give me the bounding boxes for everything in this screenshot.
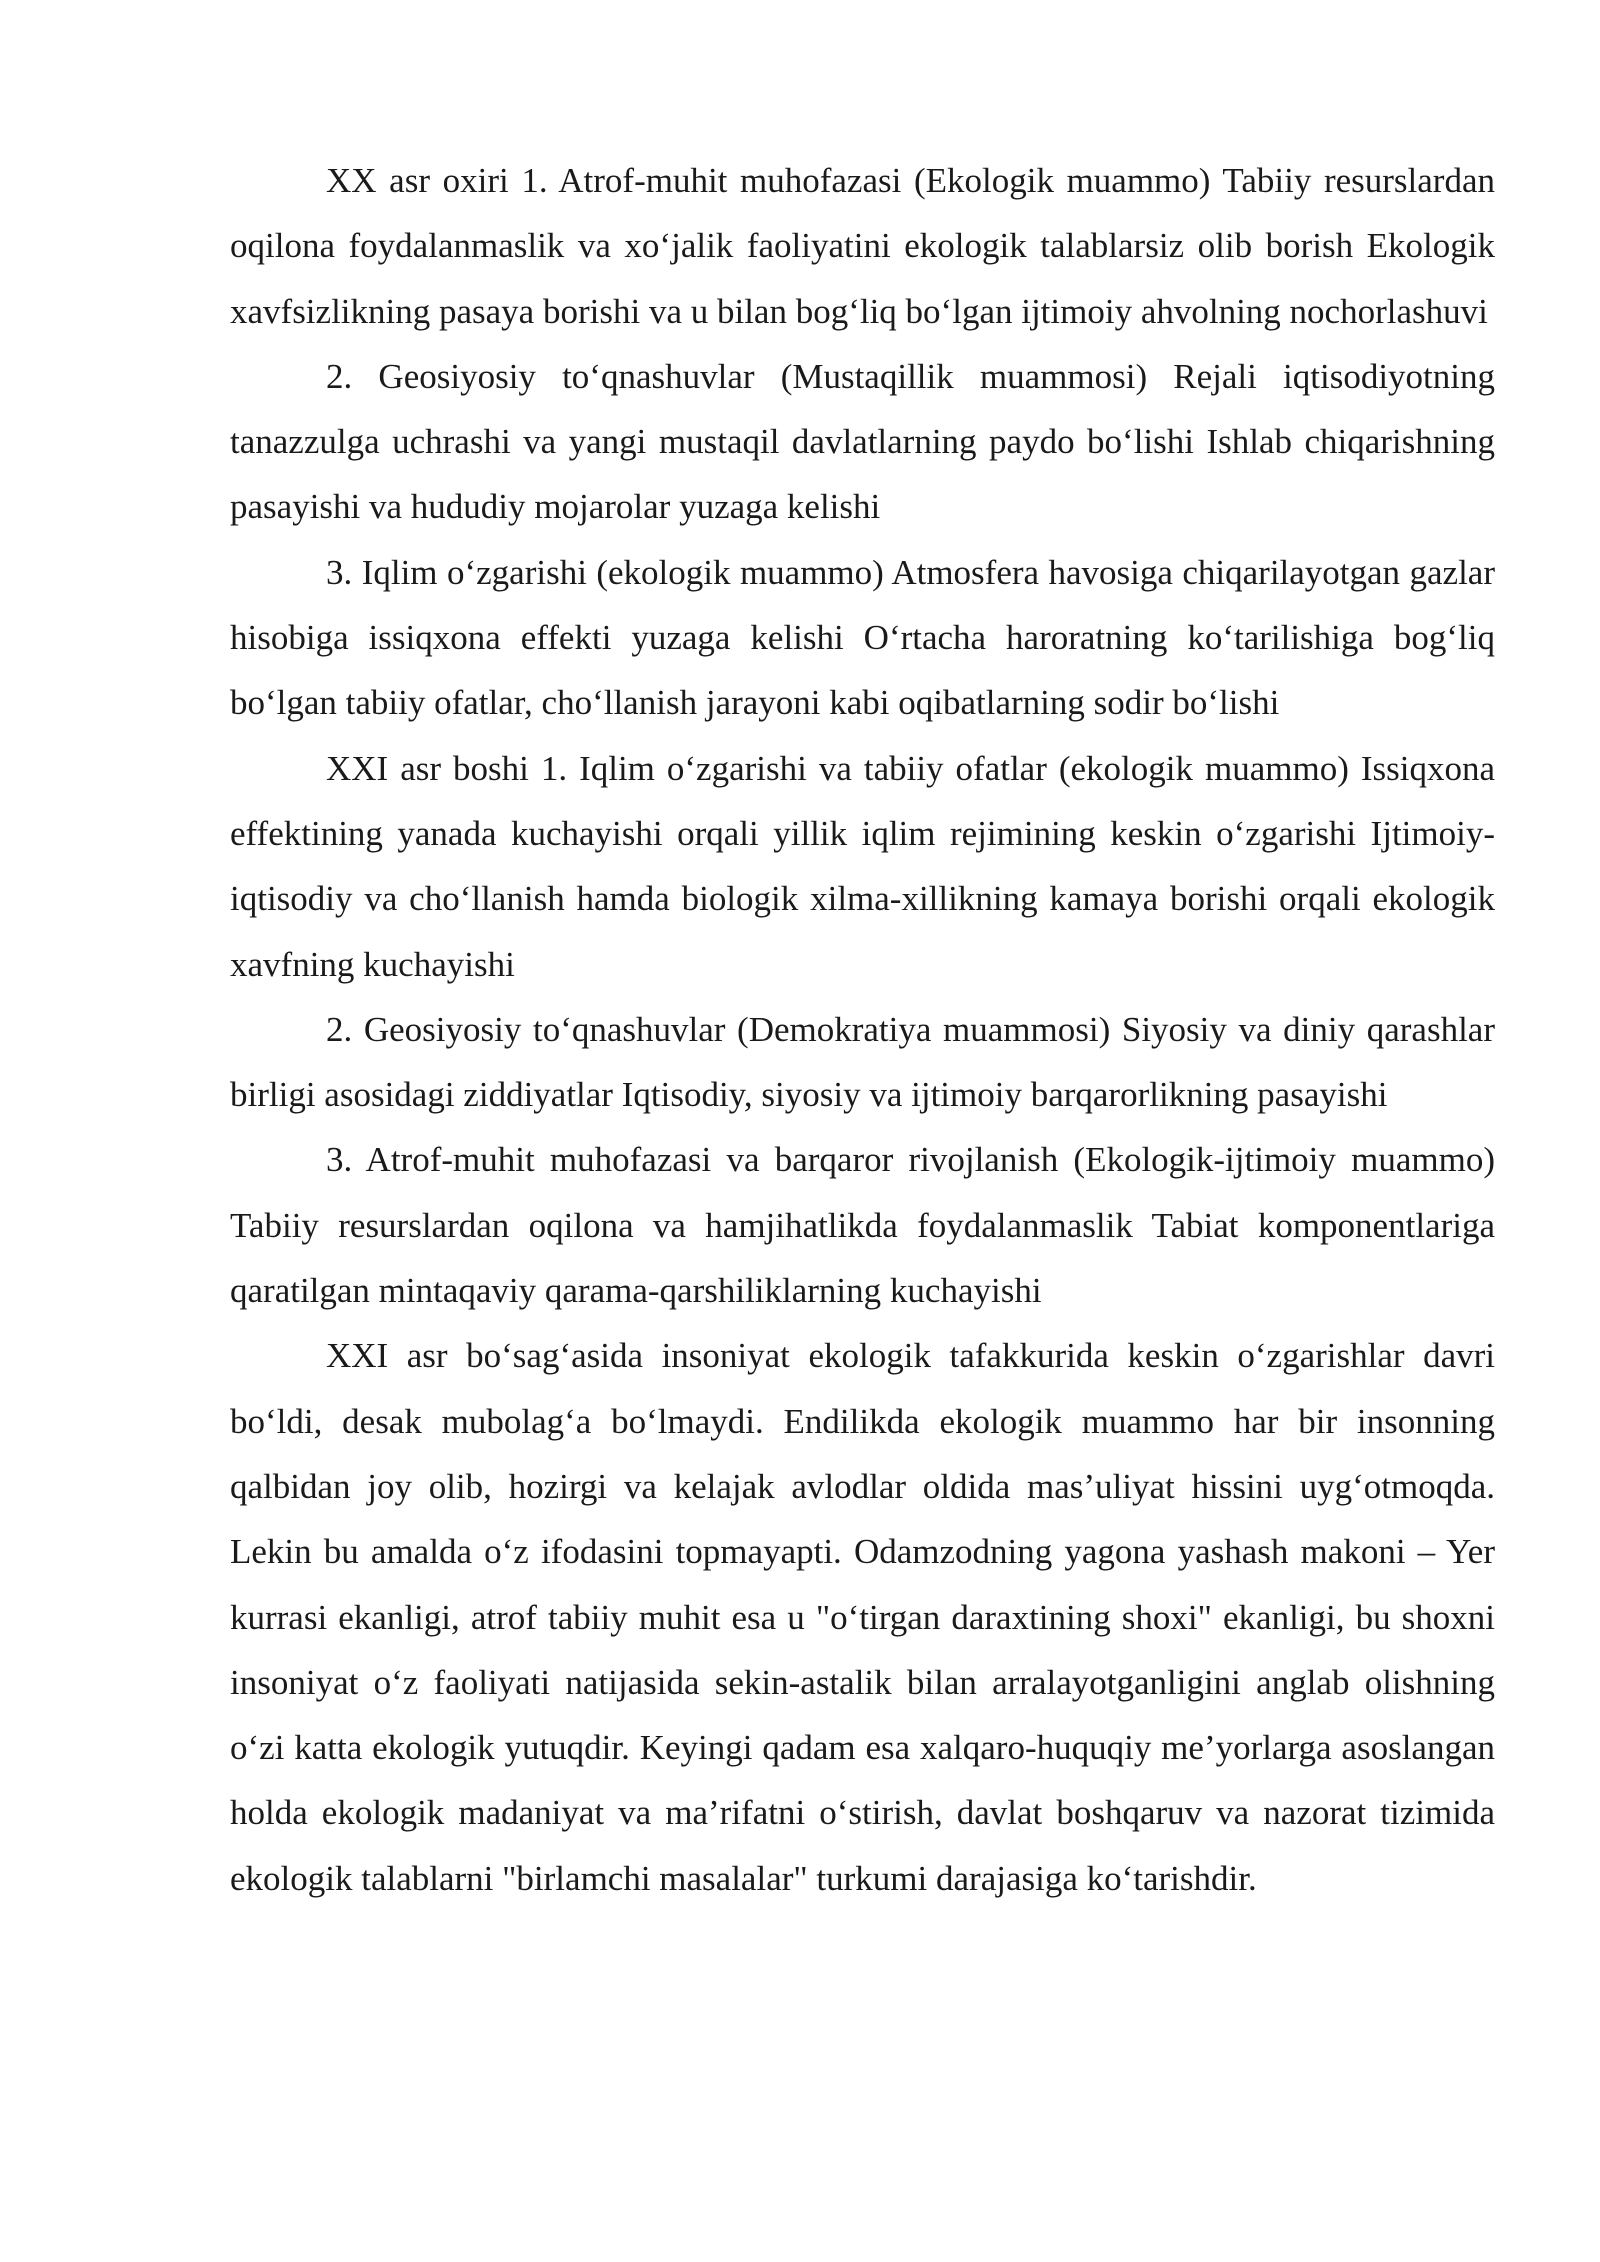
paragraph-sustainable-development: 3. Atrof-muhit muhofazasi va barqaror rivojlanish (Ekologik-ijtimoiy muammo) Tabiiy resurslardan oqilona va hamjihatlikda foydalanmaslik Tabiat komponentlariga qaratilgan mintaqaviy qarama-qarshiliklarning kuchayishi [230,1140,1495,1311]
paragraph-20th-century-environment: XX asr oxiri 1. Atrof-muhit muhofazasi (Ekologik muammo) Tabiiy resurslardan oqilona foydalanmaslik va xo‘jalik faoliyatini ekologik talablarsiz olib borish Ekologik xavfsizlikning pasaya borishi va u bilan bog‘liq bo‘lgan ijtimoiy ahvolning nochorlashuvi [230,161,1495,331]
paragraph-21st-century-climate: XXI asr boshi 1. Iqlim o‘zgarishi va tabiiy ofatlar (ekologik muammo) Issiqxona effektining yanada kuchayishi orqali yillik iqlim rejimining keskin o‘zgarishi Ijtimoiy-iqtisodiy va cho‘llanish hamda biologik xilma-xillikning kamaya borishi orqali ekologik xavfning kuchayishi [230,748,1495,984]
paragraph-ecological-thinking: XXI asr bo‘sag‘asida insoniyat ekologik tafakkurida keskin o‘zgarishlar davri bo‘ldi, desak mubolag‘a bo‘lmaydi. Endilikda ekologik muammo har bir insonning qalbidan joy olib, hozirgi va kelajak avlodlar oldida mas’uliyat hissini uyg‘otmoqda. Lekin bu amalda o‘z ifodasini topmayapti. Odamzodning yagona yashash makoni – Yer kurrasi ekanligi, atrof tabiiy muhit esa u "o‘tirgan daraxtining shoxi" ekanligi, bu shoxni insoniyat o‘z faoliyati natijasida sekin-astalik bilan arralayotganligini anglab olishning o‘zi katta ekologik yutuqdir. Keyingi qadam esa xalqaro-huquqiy me’yorlarga asoslangan holda ekologik madaniyat va ma’rifatni o‘stirish, davlat boshqaruv va nazorat tizimida ekologik talablarni "birlamchi masalalar" turkumi darajasiga ko‘tarishdir. [230,1336,1495,1898]
paragraph-geopolitical-independence: 2. Geosiyosiy to‘qnashuvlar (Mustaqillik muammosi) Rejali iqtisodiyotning tanazzulga uchrashi va yangi mustaqil davlatlarning paydo bo‘lishi Ishlab chiqarishning pasayishi va hududiy mojarolar yuzaga kelishi [230,356,1495,527]
paragraph-geopolitical-democracy: 2. Geosiyosiy to‘qnashuvlar (Demokratiya muammosi) Siyosiy va diniy qarashlar birligi asosidagi ziddiyatlar Iqtisodiy, siyosiy va ijtimoiy barqarorlikning pasayishi [230,1009,1495,1115]
document-page [230,148,1495,1911]
paragraph-climate-change: 3. Iqlim o‘zgarishi (ekologik muammo) Atmosfera havosiga chiqarilayotgan gazlar hisobiga issiqxona effekti yuzaga kelishi O‘rtacha haroratning ko‘tarilishiga bog‘liq bo‘lgan tabiiy ofatlar, cho‘llanish jarayoni kabi oqibatlarning sodir bo‘lishi [230,552,1495,723]
